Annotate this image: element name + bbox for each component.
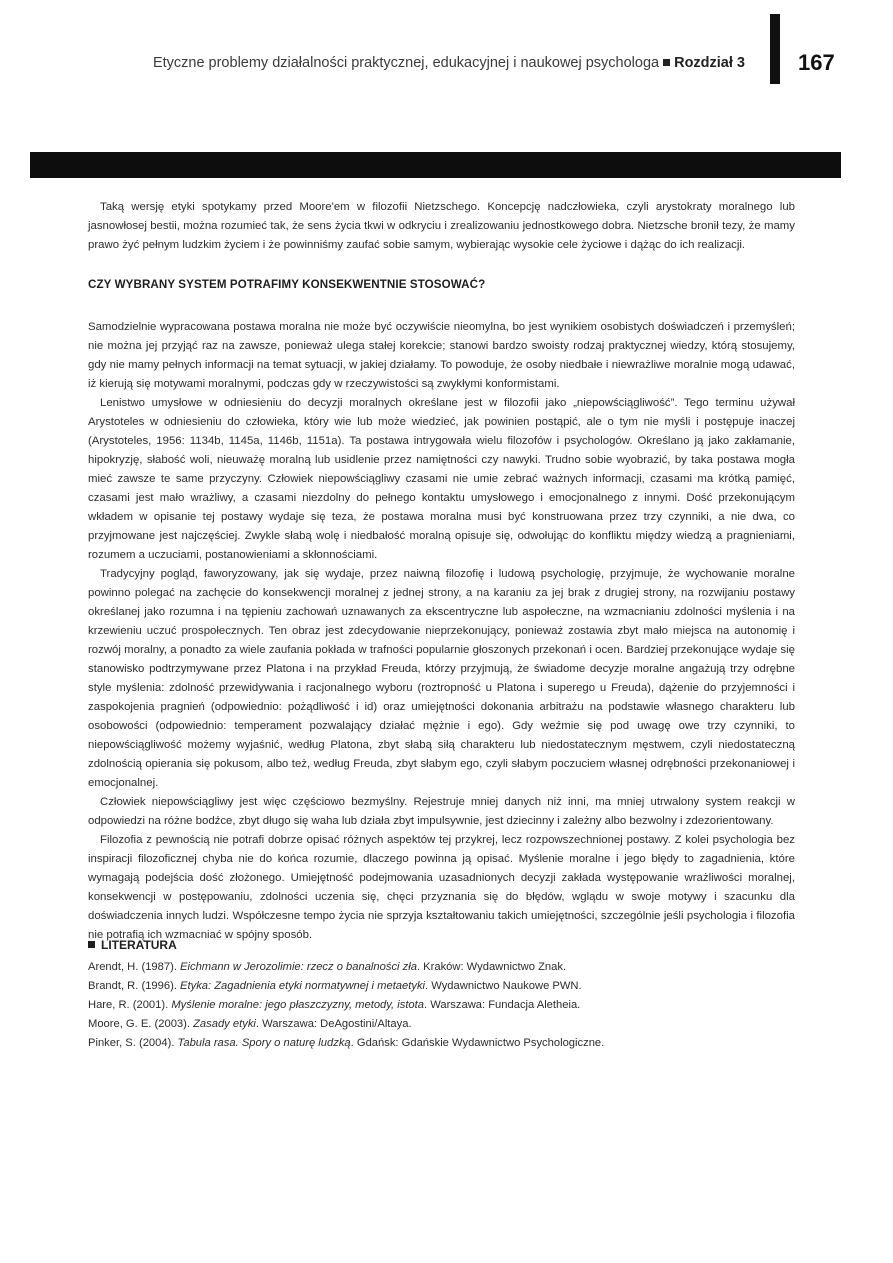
reference-list [88,958,795,1053]
literature-heading [88,938,177,952]
paragraph: Lenistwo umysłowe w odniesieniu do decyzji moralnych określane jest w filozofii jako „niepowściągliwość”. Tego terminu używał Arystoteles w odniesieniu do człowieka, który wie lub może wiedzieć, jak powinien postąpić, ale o tym nie myśli i postępuje inaczej (Arystoteles, 1956: 1134b, 1145a, 1146b, 1151a). Ta postawa intrygowała wielu filozofów i psychologów. Określano ją jako zakłamanie, hipokryzję, słabość woli, nieuważę moralną lub usidlenie przez namiętności czy nawyki. Trudno sobie wyobrazić, by taka postawa mogła mieć zawsze te same przyczyny. Człowiek niepowściągliwy czasami nie umie zebrać ważnych informacji, czasami ma krótką pamięć, czasami jest mało wrażliwy, a czasami niezdolny do pełnego kontaktu umysłowego i emocjonalnego z innymi. Dość przekonującym wkładem w opisanie tej postawy wydaje się teza, że postawa moralna musi być konstruowana przez trzy czynniki, a nie dwa, co przyjmowane jest najczęściej. Zwykle słabą wolę i niedbałość moralną opisuje się, odwołując do konfliktu między wiedzą a pragnieniami, rozumem a uczuciami, postanowieniami a skłonnościami. [88,397,795,561]
paragraph: Tradycyjny pogląd, faworyzowany, jak się wydaje, przez naiwną filozofię i ludową psychologię, przyjmuje, że wychowanie moralne powinno polegać na zachęcie do konsekwencji moralnej z jednej strony, a na karaniu za jej brak z drugiej strony, na rozwijaniu postawy określanej jako rozumna i na tępieniu zachowań uznawanych za ekscentryczne lub aspołeczne, na wzmacnianiu zdolności myślenia i na krzewieniu uczuć prospołecznych. Ten obraz jest zdecydowanie nieprzekonujący, ponieważ zostawia zbyt mało miejsca na autonomię i rozwój moralny, a ponadto za wiele zaufania pokłada w trafności popularnie głoszonych przekonań i ocen. Bardziej przekonujące wydaje się stanowisko podtrzymywane przez Platona i na przykład Freuda, którzy przyjmują, że świadome decyzje moralne angażują trzy odrębne style myślenia: zdolność przewidywania i racjonalnego wyboru (roztropność u Platona i superego u Freuda), dążenie do przyjemności i zaspokojenia pragnień (odpowiednio: pożądliwość i id) oraz umiejętności dokonania arbitrażu na podstawie własnego charakteru lub osobowości (odpowiednio: temperament pozwalający działać mężnie i ego). Gdy weźmie się pod uwagę owe trzy czynniki, to niepowściągliwość możemy wyjaśnić, według Platona, zbyt słabą siłą charakteru lub niedostatecznym męstwem, czyli niedostateczną zdolnością opierania się pokusom, albo też, według Freuda, zbyt słabym ego, czyli słabym poczuciem własnej odrębności przekonaniowej i emocjonalnej. [88,568,795,789]
black-band-divider [30,152,841,178]
reference-item: Arendt, H. (1987). Eichmann w Jerozolimie: rzecz o banalności zła. Kraków: Wydawnictwo Znak. [88,961,567,973]
chapter-label: Rozdział 3 [674,55,745,71]
section-heading: CZY WYBRANY SYSTEM POTRAFIMY KONSEKWENTNIE STOSOWAĆ? [88,278,486,291]
square-bullet-icon [88,941,95,948]
intro-paragraph: Taką wersję etyki spotykamy przed Moore'em w filozofii Nietzschego. Koncepcję nadczłowieka, czyli arystokraty moralnego lub jasnowłosej bestii, można rozumieć tak, że sens życia tkwi w odkryciu i zrealizowaniu jednostkowego dobra. Nietzsche bronił tezy, że mamy prawo żyć pełnym ludzkim życiem i że powinniśmy zaufać sobie samym, wybierając wysokie cele życiowe i dążąc do ich realizacji. [88,201,795,251]
section-body [88,318,795,945]
header-divider-bar [770,14,780,84]
reference-item: Brandt, R. (1996). Etyka: Zagadnienia etyki normatywnej i metaetyki. Wydawnictwo Naukowe PWN. [88,980,582,992]
page-number: 167 [798,50,835,75]
reference-item: Hare, R. (2001). Myślenie moralne: jego płaszczyzny, metody, istota. Warszawa: Fundacja Aletheia. [88,999,581,1011]
running-header [153,55,745,71]
running-title: Etyczne problemy działalności praktycznej, edukacyjnej i naukowej psychologa [152,55,660,71]
paragraph: Samodzielnie wypracowana postawa moralna nie może być oczywiście nieomylna, bo jest wynikiem osobistych doświadczeń i przemyśleń; nie można jej przyjąć raz na zawsze, ponieważ ulega stałej korekcie; stanowi bardzo swoisty rodzaj praktycznej wiedzy, którą stosujemy, gdy nie mamy pełnych informacji na temat sytuacji, w jakiej działamy. To powoduje, że osoby niedbałe i niewrażliwe moralnie mogą udawać, iż kierują się motywami moralnymi, podczas gdy w rzeczywistości są zwykłymi konformistami. [88,321,795,390]
paragraph: Człowiek niepowściągliwy jest więc częściowo bezmyślny. Rejestruje mniej danych niż inni, ma mniej utrwalony system reakcji w odpowiedzi na różne bodźce, zbyt długo się waha lub działa zbyt impulsywnie, jest dziecinny i zależny albo bezwolny i zdezorientowany. [88,796,795,827]
literature-heading-label: LITERATURA [101,938,177,952]
reference-item: Pinker, S. (2004). Tabula rasa. Spory o naturę ludzką. Gdańsk: Gdańskie Wydawnictwo Psychologiczne. [88,1037,605,1049]
square-bullet-icon [663,59,670,66]
paragraph: Filozofia z pewnością nie potrafi dobrze opisać różnych aspektów tej przykrej, lecz rozpowszechnionej postawy. Z kolei psychologia bez inspiracji filozoficznej chyba nie do końca rozumie, dlaczego powinna ją opisać. Myślenie moralne i jego błędy to zagadnienia, które wymagają podejścia dość złożonego. Umiejętność podejmowania uzasadnionych decyzji zakłada występowanie wrażliwości moralnej, konsekwencji w postępowaniu, zdolności uczenia się, chęci przyznania się do błędów, wglądu w swoje motywy i szacunku dla doświadczenia innych ludzi. Współczesne tempo życia nie sprzyja kształtowaniu takich umiejętności, szczególnie jeśli psychologia i filozofia nie potrafią ich wzmacniać w spójny sposób. [88,834,795,941]
reference-item: Moore, G. E. (2003). Zasady etyki. Warszawa: DeAgostini/Altaya. [88,1018,412,1030]
intro-block [88,198,795,255]
